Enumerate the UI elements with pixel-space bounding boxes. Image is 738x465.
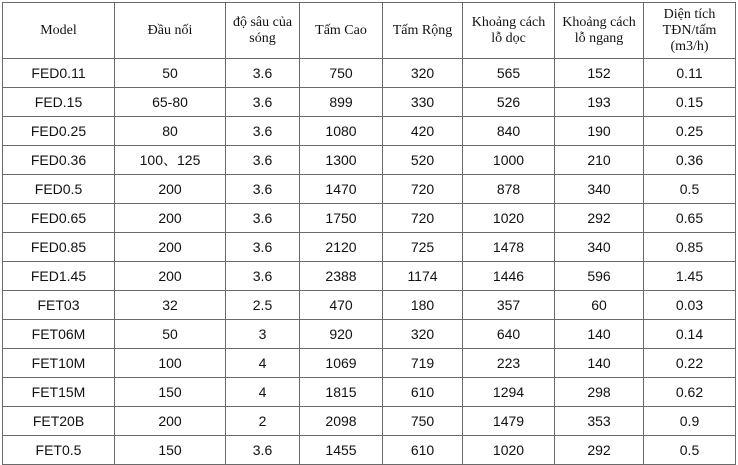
table-cell: 2 (226, 407, 300, 436)
column-header-line: Khoảng cách (562, 14, 636, 30)
table-cell: 640 (463, 320, 555, 349)
column-header-line: sóng (249, 30, 276, 46)
table-cell: 1.45 (644, 262, 736, 291)
model-cell: FED0.36 (3, 146, 115, 175)
table-cell: 353 (555, 407, 644, 436)
table-cell: 1069 (300, 349, 383, 378)
column-header (555, 3, 644, 59)
table-cell: 340 (555, 233, 644, 262)
table-row (3, 59, 736, 88)
column-header-line: Tấm Cao (315, 22, 367, 38)
table-cell: 2120 (300, 233, 383, 262)
table-cell: 2098 (300, 407, 383, 436)
table-cell: 292 (555, 204, 644, 233)
model-cell: FED0.85 (3, 233, 115, 262)
table-cell: 610 (383, 436, 463, 465)
model-cell: FED0.11 (3, 59, 115, 88)
table-cell: 2.5 (226, 291, 300, 320)
table-cell: 1020 (463, 204, 555, 233)
column-header-line: Đầu nối (147, 22, 193, 38)
table-cell: 100 (115, 349, 226, 378)
table-cell: 596 (555, 262, 644, 291)
table-cell: 298 (555, 378, 644, 407)
model-cell: FED0.5 (3, 175, 115, 204)
table-cell: 0.03 (644, 291, 736, 320)
table-cell: 3 (226, 320, 300, 349)
column-header-line: Tấm Rộng (392, 22, 453, 38)
table-cell: 330 (383, 88, 463, 117)
table-cell: 152 (555, 59, 644, 88)
table-row (3, 175, 736, 204)
table-cell: 3.6 (226, 59, 300, 88)
table-row (3, 204, 736, 233)
table-row (3, 407, 736, 436)
table-cell: 3.6 (226, 436, 300, 465)
column-header-line: Diện tích (663, 6, 716, 22)
table-cell: 0.62 (644, 378, 736, 407)
table-cell: 3.6 (226, 262, 300, 291)
table-cell: 65-80 (115, 88, 226, 117)
model-cell: FED1.45 (3, 262, 115, 291)
table-cell: 520 (383, 146, 463, 175)
table-cell: 840 (463, 117, 555, 146)
table-cell: 210 (555, 146, 644, 175)
table-cell: 0.15 (644, 88, 736, 117)
table-cell: 140 (555, 320, 644, 349)
table-cell: 3.6 (226, 117, 300, 146)
model-cell: FET06M (3, 320, 115, 349)
table-cell: 1174 (383, 262, 463, 291)
table-cell: 200 (115, 262, 226, 291)
table-cell: 470 (300, 291, 383, 320)
table-cell: 1750 (300, 204, 383, 233)
column-header-line: lỗ ngang (574, 30, 624, 46)
column-header-line: TĐN/tấm (662, 22, 717, 38)
table-cell: 0.22 (644, 349, 736, 378)
table-cell: 1020 (463, 436, 555, 465)
table-row (3, 233, 736, 262)
model-cell: FET10M (3, 349, 115, 378)
table-cell: 200 (115, 175, 226, 204)
column-header (3, 3, 115, 59)
table-cell: 878 (463, 175, 555, 204)
table-cell: 50 (115, 59, 226, 88)
column-header-line: độ sâu của (232, 14, 293, 30)
table-cell: 899 (300, 88, 383, 117)
model-cell: FED0.25 (3, 117, 115, 146)
table-cell: 4 (226, 349, 300, 378)
column-header (226, 3, 300, 59)
table-cell: 526 (463, 88, 555, 117)
table-row (3, 146, 736, 175)
table-cell: 750 (300, 59, 383, 88)
table-cell: 1000 (463, 146, 555, 175)
model-cell: FET15M (3, 378, 115, 407)
table-cell: 1815 (300, 378, 383, 407)
table-row (3, 378, 736, 407)
table-cell: 1446 (463, 262, 555, 291)
table-cell: 0.85 (644, 233, 736, 262)
table-cell: 3.6 (226, 146, 300, 175)
table-cell: 719 (383, 349, 463, 378)
table-cell: 193 (555, 88, 644, 117)
table-cell: 0.5 (644, 175, 736, 204)
model-cell: FET03 (3, 291, 115, 320)
table-cell: 320 (383, 320, 463, 349)
table-cell: 100、125 (115, 146, 226, 175)
table-cell: 340 (555, 175, 644, 204)
table-cell: 150 (115, 436, 226, 465)
table-cell: 320 (383, 59, 463, 88)
table-cell: 0.9 (644, 407, 736, 436)
table-cell: 920 (300, 320, 383, 349)
table-row (3, 262, 736, 291)
table-cell: 1294 (463, 378, 555, 407)
table-row (3, 349, 736, 378)
table-cell: 200 (115, 233, 226, 262)
table-cell: 2388 (300, 262, 383, 291)
table-cell: 420 (383, 117, 463, 146)
table-cell: 725 (383, 233, 463, 262)
table-cell: 1300 (300, 146, 383, 175)
header-row (3, 3, 736, 59)
table-cell: 0.25 (644, 117, 736, 146)
column-header-line: Khoảng cách (471, 14, 546, 30)
table-cell: 357 (463, 291, 555, 320)
column-header (115, 3, 226, 59)
table-cell: 32 (115, 291, 226, 320)
table-cell: 1479 (463, 407, 555, 436)
model-cell: FED0.65 (3, 204, 115, 233)
table-row (3, 291, 736, 320)
table-row (3, 88, 736, 117)
table-cell: 180 (383, 291, 463, 320)
table-cell: 0.14 (644, 320, 736, 349)
table-cell: 0.11 (644, 59, 736, 88)
table-cell: 4 (226, 378, 300, 407)
table-cell: 3.6 (226, 233, 300, 262)
table-cell: 0.36 (644, 146, 736, 175)
table-cell: 200 (115, 204, 226, 233)
spec-table (2, 2, 736, 465)
table-cell: 3.6 (226, 88, 300, 117)
table-cell: 140 (555, 349, 644, 378)
column-header-line: lỗ dọc (491, 30, 526, 46)
table-cell: 565 (463, 59, 555, 88)
table-cell: 3.6 (226, 204, 300, 233)
column-header (463, 3, 555, 59)
table-cell: 1080 (300, 117, 383, 146)
table-cell: 1455 (300, 436, 383, 465)
table-cell: 750 (383, 407, 463, 436)
table-cell: 200 (115, 407, 226, 436)
table-cell: 150 (115, 378, 226, 407)
column-header-line: (m3/h) (670, 38, 709, 54)
table-cell: 190 (555, 117, 644, 146)
table-cell: 60 (555, 291, 644, 320)
table-cell: 720 (383, 175, 463, 204)
table-row (3, 320, 736, 349)
table-cell: 1470 (300, 175, 383, 204)
table-header (3, 3, 736, 59)
table-cell: 0.65 (644, 204, 736, 233)
table-cell: 720 (383, 204, 463, 233)
table-cell: 80 (115, 117, 226, 146)
table-cell: 0.5 (644, 436, 736, 465)
model-cell: FET0.5 (3, 436, 115, 465)
column-header-line: Model (40, 22, 77, 38)
table-cell: 223 (463, 349, 555, 378)
table-body (3, 59, 736, 465)
column-header (300, 3, 383, 59)
column-header (383, 3, 463, 59)
table-cell: 50 (115, 320, 226, 349)
table-row (3, 436, 736, 465)
table-cell: 292 (555, 436, 644, 465)
table-cell: 610 (383, 378, 463, 407)
table-row (3, 117, 736, 146)
model-cell: FED.15 (3, 88, 115, 117)
table-cell: 1478 (463, 233, 555, 262)
column-header (644, 3, 736, 59)
table-cell: 3.6 (226, 175, 300, 204)
model-cell: FET20B (3, 407, 115, 436)
